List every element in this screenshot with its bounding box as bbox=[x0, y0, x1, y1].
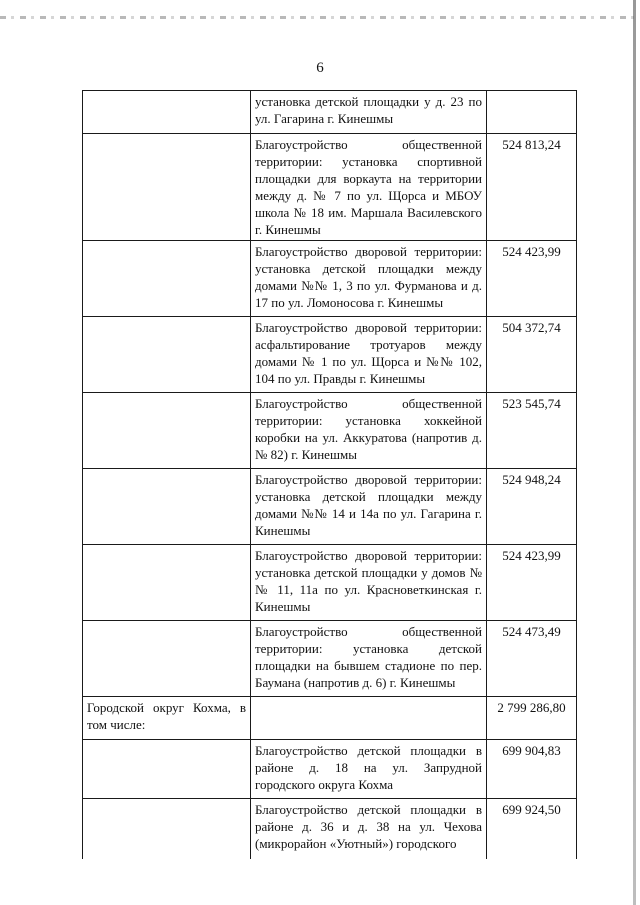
table-row bbox=[83, 393, 577, 469]
municipality-cell bbox=[83, 241, 251, 317]
municipality-cell bbox=[83, 91, 251, 134]
project-description: Благоустройство дворовой территории: установка детской площадки между домами №№ 1, 3 по ул. Фурманова и д. 17 по ул. Ломоносова г. Кинешмы bbox=[251, 241, 487, 317]
amount-cell bbox=[487, 91, 577, 134]
amount-cell: 524 423,99 bbox=[487, 545, 577, 621]
amount-cell: 524 813,24 bbox=[487, 134, 577, 241]
project-description: Благоустройство общественной территории: установка спортивной площадки для воркаута на территории между д. № 7 по ул. Щорса и МБОУ школа № 18 им. Маршала Василевского г. Кинешмы bbox=[251, 134, 487, 241]
page-number: 6 bbox=[316, 60, 324, 76]
table-row bbox=[83, 469, 577, 545]
table-row bbox=[83, 241, 577, 317]
table-row bbox=[83, 621, 577, 697]
table-row bbox=[83, 740, 577, 799]
municipality-cell bbox=[83, 740, 251, 799]
project-description: установка детской площадки у д. 23 по ул. Гагарина г. Кинешмы bbox=[251, 91, 487, 134]
table-row bbox=[83, 799, 577, 859]
amount-cell: 524 473,49 bbox=[487, 621, 577, 697]
scan-artifact-top bbox=[0, 16, 640, 19]
project-description: Благоустройство дворовой территории: установка детской площадки между домами №№ 14 и 14а по ул. Гагарина г. Кинешмы bbox=[251, 469, 487, 545]
municipality-name: Городской округ Кохма, в том числе: bbox=[83, 697, 251, 740]
amount-cell: 524 948,24 bbox=[487, 469, 577, 545]
amount-cell: 523 545,74 bbox=[487, 393, 577, 469]
project-description: Благоустройство дворовой территории: асфальтирование тротуаров между домами № 1 по ул. Щорса и №№ 102, 104 по ул. Правды г. Кинешмы bbox=[251, 317, 487, 393]
amount-cell: 524 423,99 bbox=[487, 241, 577, 317]
table-row bbox=[83, 545, 577, 621]
project-description bbox=[251, 697, 487, 740]
municipality-cell bbox=[83, 799, 251, 859]
municipality-cell bbox=[83, 393, 251, 469]
municipality-total-amount: 2 799 286,80 bbox=[487, 697, 577, 740]
table-row bbox=[83, 91, 577, 134]
project-description: Благоустройство детской площадки в районе д. 18 на ул. Запрудной городского округа Кохма bbox=[251, 740, 487, 799]
amount-cell: 699 904,83 bbox=[487, 740, 577, 799]
table-row-municipality-total bbox=[83, 697, 577, 740]
municipality-cell bbox=[83, 134, 251, 241]
project-description: Благоустройство общественной территории: установка детской площадки на бывшем стадионе по пер. Баумана (напротив д. 6) г. Кинешмы bbox=[251, 621, 487, 697]
scan-artifact-right bbox=[633, 0, 636, 905]
project-description: Благоустройство дворовой территории: установка детской площадки у домов №№ 11, 11а по ул. Красноветкинская г. Кинешмы bbox=[251, 545, 487, 621]
table-row bbox=[83, 134, 577, 241]
project-description: Благоустройство детской площадки в районе д. 36 и д. 38 на ул. Чехова (микрорайон «Уютный») городского bbox=[251, 799, 487, 859]
table-row bbox=[83, 317, 577, 393]
municipality-cell bbox=[83, 469, 251, 545]
amount-cell: 699 924,50 bbox=[487, 799, 577, 859]
project-description: Благоустройство общественной территории: установка хоккейной коробки на ул. Аккуратова (напротив д. № 82) г. Кинешмы bbox=[251, 393, 487, 469]
budget-table bbox=[82, 90, 577, 859]
municipality-cell bbox=[83, 317, 251, 393]
amount-cell: 504 372,74 bbox=[487, 317, 577, 393]
municipality-cell bbox=[83, 621, 251, 697]
municipality-cell bbox=[83, 545, 251, 621]
